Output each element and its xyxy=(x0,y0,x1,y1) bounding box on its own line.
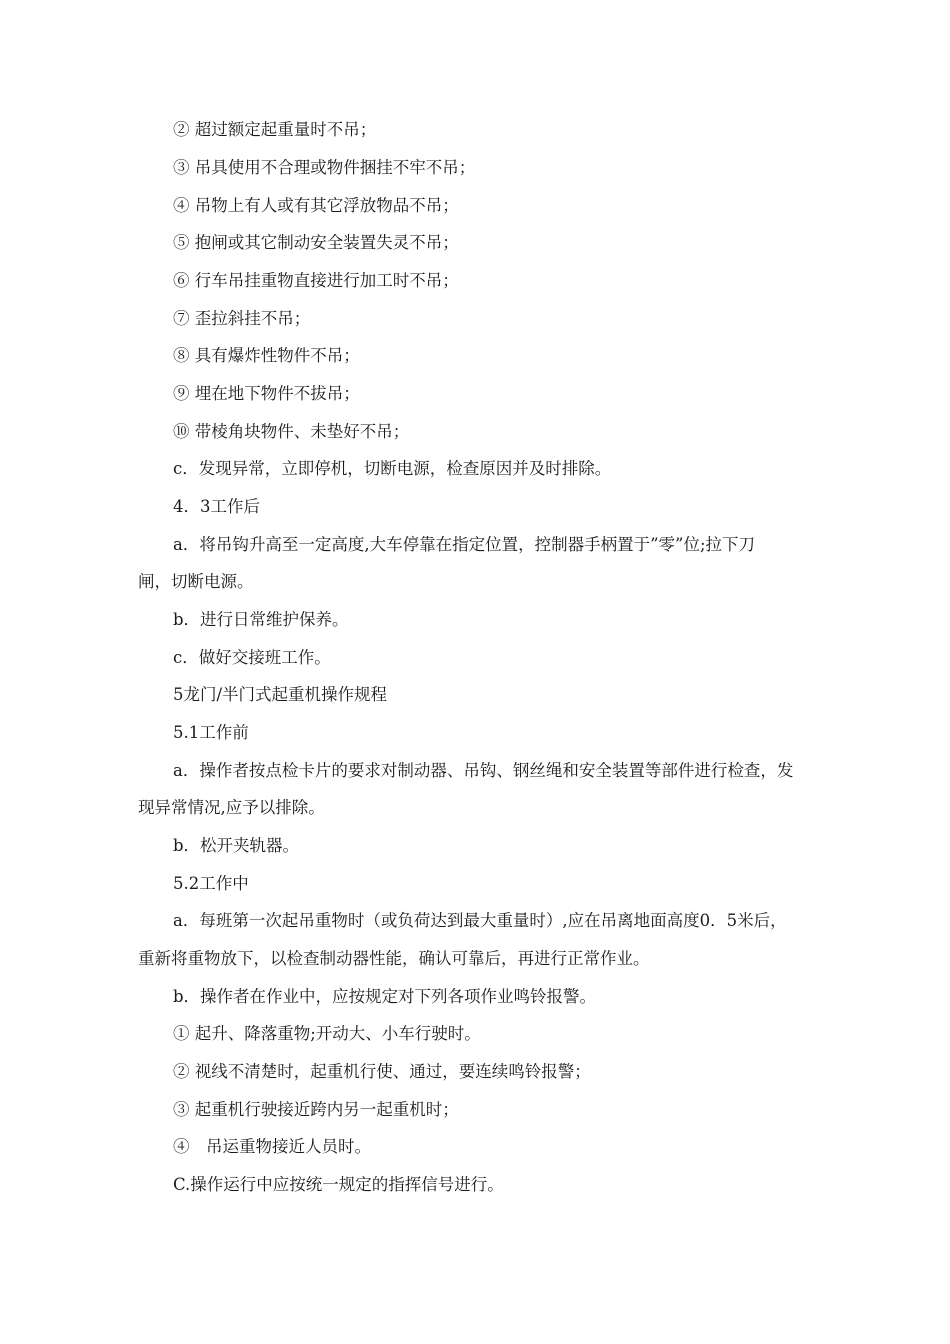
section-heading-5-1: 5.1工作前 xyxy=(173,723,249,742)
paragraph-b-bell-alarm: b．操作者在作业中，应按规定对下列各项作业鸣铃报警。 xyxy=(173,987,597,1006)
list-item-9: ⑨ 埋在地下物件不拔吊； xyxy=(173,384,360,403)
list-item-2: ② 超过额定起重量时不吊； xyxy=(173,120,377,139)
paragraph-a-inspection-cont: 现异常情况,应予以排除。 xyxy=(138,798,325,817)
paragraph-b-rail-clamp: b．松开夹轨器。 xyxy=(173,836,300,855)
list-item-4: ④ 吊物上有人或有其它浮放物品不吊； xyxy=(173,196,459,215)
paragraph-a-first-lift: a．每班第一次起吊重物时（或负荷达到最大重量时）,应在吊离地面高度0．5米后， xyxy=(173,911,787,930)
section-heading-5: 5龙门/半门式起重机操作规程 xyxy=(173,685,388,704)
paragraph-a-hook: a．将吊钩升高至一定高度,大车停靠在指定位置，控制器手柄置于”零”位;拉下刀 xyxy=(173,535,756,554)
section-heading-5-2: 5.2工作中 xyxy=(173,874,249,893)
list-item-6: ⑥ 行车吊挂重物直接进行加工时不吊； xyxy=(173,271,459,290)
list-item-5: ⑤ 抱闸或其它制动安全装置失灵不吊； xyxy=(173,233,459,252)
alarm-item-2: ② 视线不清楚时，起重机行使、通过，要连续鸣铃报警； xyxy=(173,1062,591,1081)
alarm-item-3: ③ 起重机行驶接近跨内另一起重机时； xyxy=(173,1100,459,1119)
paragraph-a-first-lift-cont: 重新将重物放下，以检查制动器性能，确认可靠后，再进行正常作业。 xyxy=(138,949,650,968)
section-heading-4-3: 4．3工作后 xyxy=(173,497,260,516)
alarm-item-1: ① 起升、降落重物;开动大、小车行驶时。 xyxy=(173,1024,481,1043)
paragraph-c-anomaly: c．发现异常，立即停机，切断电源，检查原因并及时排除。 xyxy=(173,459,612,478)
paragraph-a-inspection: a．操作者按点检卡片的要求对制动器、吊钩、钢丝绳和安全装置等部件进行检查，发 xyxy=(173,761,794,780)
list-item-7: ⑦ 歪拉斜挂不吊； xyxy=(173,309,311,328)
list-item-8: ⑧ 具有爆炸性物件不吊； xyxy=(173,346,360,365)
alarm-item-4: ④ 吊运重物接近人员时。 xyxy=(173,1137,371,1156)
list-item-10: ⑩ 带棱角块物件、未垫好不吊； xyxy=(173,422,410,441)
paragraph-a-hook-cont: 闸，切断电源。 xyxy=(138,572,254,591)
list-item-3: ③ 吊具使用不合理或物件捆挂不牢不吊； xyxy=(173,158,476,177)
paragraph-b-maintenance: b．进行日常维护保养。 xyxy=(173,610,349,629)
paragraph-c-handover: c．做好交接班工作。 xyxy=(173,648,331,667)
paragraph-c-signals: C.操作运行中应按统一规定的指挥信号进行。 xyxy=(173,1175,504,1194)
